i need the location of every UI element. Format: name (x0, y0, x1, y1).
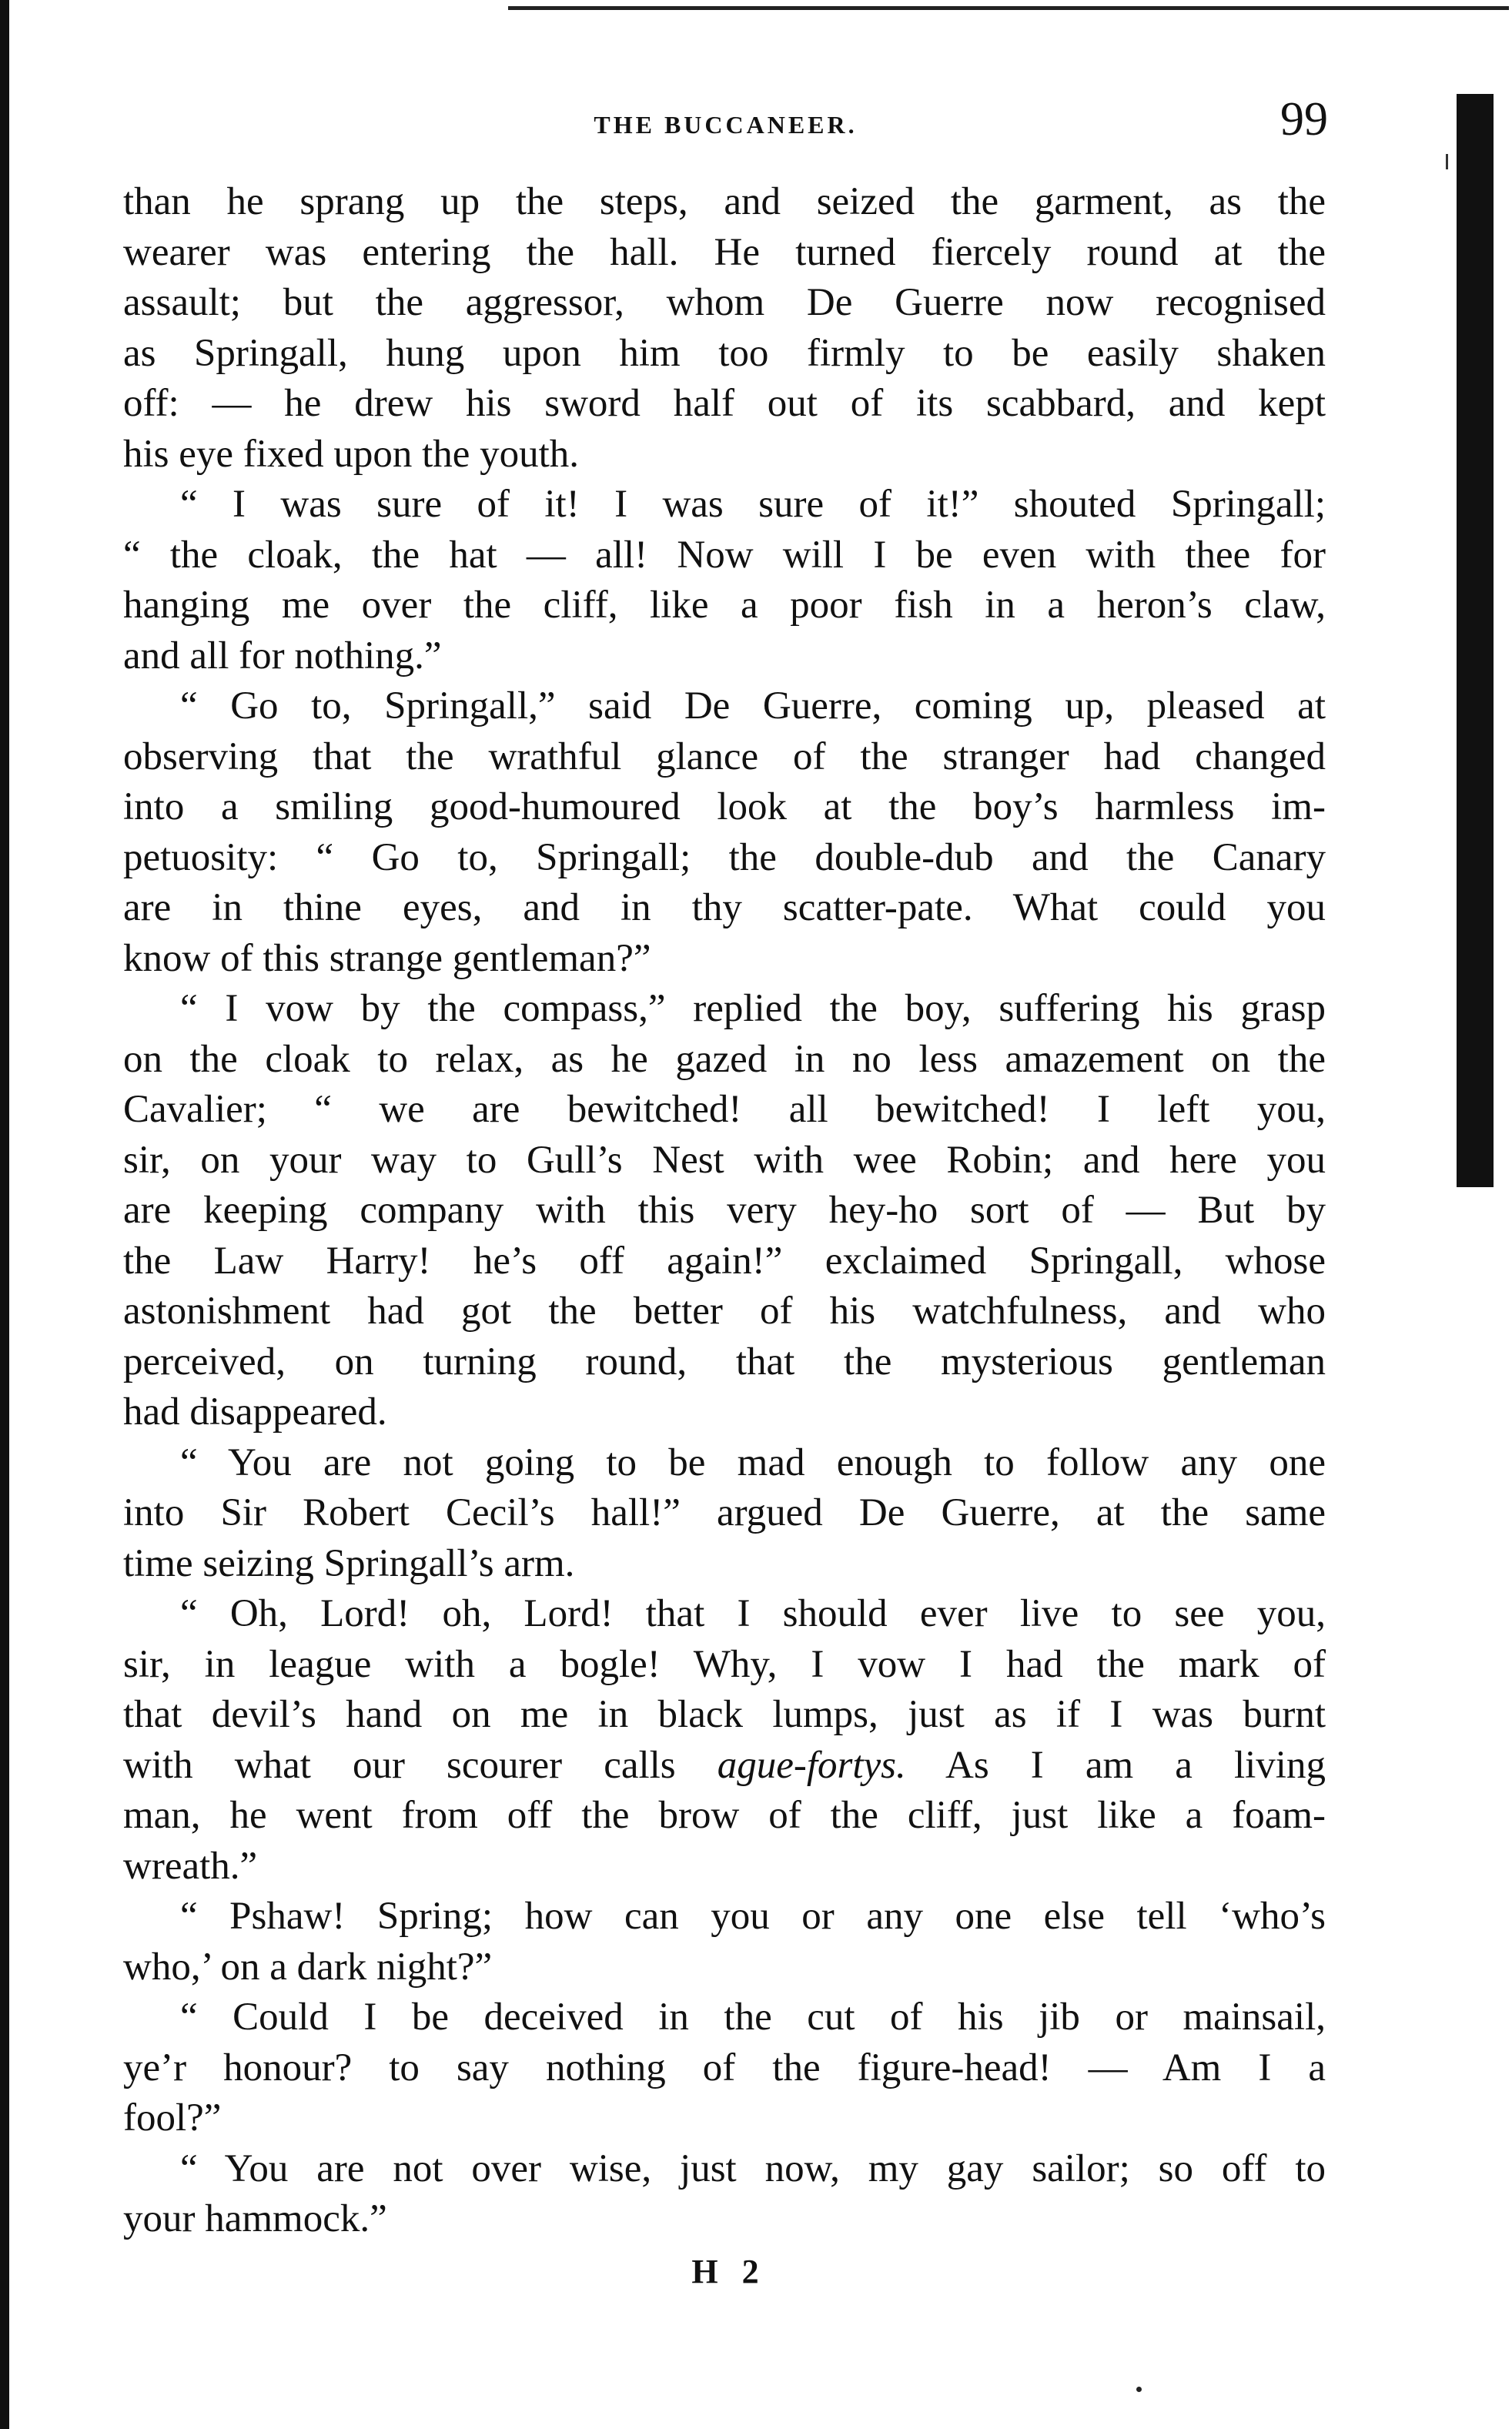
italic-phrase: ague-fortys. (717, 1743, 906, 1787)
text-line (123, 1791, 1326, 1842)
text-line (123, 1942, 1326, 1993)
text-line (123, 2144, 1326, 2195)
text-line (123, 1640, 1326, 1691)
line-text: your hammock.” (123, 2197, 387, 2240)
text-line (123, 1236, 1326, 1287)
line-text: “ You are not over wise, just now, my gay sailor; so off to (180, 2146, 1326, 2190)
text-line (123, 1842, 1326, 1892)
line-text: assault; but the aggressor, whom De Guerre now recognised (123, 281, 1326, 324)
text-line (123, 1539, 1326, 1590)
line-text: are keeping company with this very hey-ho sort of — But by (123, 1189, 1326, 1232)
line-text (123, 1741, 1326, 1792)
line-text: “ I was sure of it! I was sure of it!” shouted Springall; (180, 483, 1326, 526)
text-line (123, 883, 1326, 934)
line-segment: with what our scourer calls (123, 1743, 718, 1787)
text-line (123, 430, 1326, 480)
text-line (123, 177, 1326, 228)
line-text: time seizing Springall’s arm. (123, 1541, 575, 1585)
line-text: the Law Harry! he’s off again!” exclaimed Springall, whose (123, 1239, 1326, 1283)
signature-mark: H 2 (691, 2253, 767, 2290)
page-number: 99 (1280, 93, 1328, 146)
line-text: observing that the wrathful glance of the stranger had changed (123, 734, 1326, 778)
text-line (123, 1438, 1326, 1489)
text-line (123, 1690, 1326, 1741)
line-text: ye’r honour? to say nothing of the figure-head! — Am I a (123, 2046, 1326, 2089)
line-text: “ You are not going to be mad enough to follow any one (180, 1440, 1326, 1484)
text-line (123, 1085, 1326, 1136)
text-line (123, 480, 1326, 530)
page-edge-rule (0, 0, 9, 2429)
line-text: who,’ on a dark night?” (123, 1945, 493, 1989)
line-text: and all for nothing.” (123, 634, 442, 678)
line-text: as Springall, hung upon him too firmly to be easily shaken (123, 331, 1326, 375)
text-line (123, 379, 1326, 430)
line-text: sir, on your way to Gull’s Nest with wee Robin; and here you (123, 1138, 1326, 1182)
text-line (123, 1892, 1326, 1942)
text-line (123, 1589, 1326, 1640)
text-line (123, 1387, 1326, 1438)
line-text: petuosity: “ Go to, Springall; the double-dub and the Canary (123, 835, 1326, 879)
line-text: wreath.” (123, 1844, 258, 1888)
running-title: THE BUCCANEER. (594, 111, 858, 139)
text-line (123, 1337, 1326, 1388)
line-text: “ I vow by the compass,” replied the boy, suffering his grasp (180, 987, 1326, 1030)
text-line (123, 1741, 1326, 1792)
line-text: had disappeared. (123, 1390, 387, 1434)
line-text: man, he went from off the brow of the cliff, just like a foam- (123, 1794, 1326, 1837)
line-text: are in thine eyes, and in thy scatter-pate. What could you (123, 886, 1326, 929)
line-text: that devil’s hand on me in black lumps, just as if I was burnt (123, 1693, 1326, 1736)
text-line (123, 1286, 1326, 1337)
line-text: hanging me over the cliff, like a poor fish in a heron’s claw, (123, 584, 1326, 627)
text-line (123, 782, 1326, 833)
text-line (123, 681, 1326, 732)
line-text: into Sir Robert Cecil’s hall!” argued De Guerre, at the same (123, 1491, 1326, 1534)
line-text: sir, in league with a bogle! Why, I vow I had the mark of (123, 1642, 1326, 1686)
scan-speck (1136, 2387, 1142, 2392)
line-text: perceived, on turning round, that the mysterious gentleman (123, 1340, 1326, 1383)
text-line (123, 2194, 1326, 2245)
text-line (123, 2093, 1326, 2144)
line-text: Cavalier; “ we are bewitched! all bewitched! I left you, (123, 1088, 1326, 1131)
text-line (123, 329, 1326, 380)
text-line (123, 530, 1326, 581)
line-text: “ Oh, Lord! oh, Lord! that I should ever live to see you, (180, 1592, 1326, 1635)
line-text: than he sprang up the steps, and seized the garment, as the (123, 180, 1326, 223)
text-line (123, 1992, 1326, 2043)
line-text: “ Pshaw! Spring; how can you or any one else tell ‘who’s (180, 1895, 1326, 1938)
line-text: his eye fixed upon the youth. (123, 432, 580, 476)
text-line (123, 1488, 1326, 1539)
text-line (123, 984, 1326, 1035)
text-line (123, 934, 1326, 985)
text-line (123, 732, 1326, 783)
line-text: fool?” (123, 2096, 222, 2140)
page-header (123, 92, 1328, 154)
line-text: know of this strange gentleman?” (123, 936, 651, 980)
line-text: “ Go to, Springall,” said De Guerre, coming up, pleased at (180, 684, 1326, 728)
line-segment: As I am a living (905, 1743, 1326, 1787)
line-text: “ the cloak, the hat — all! Now will I be even with thee for (123, 533, 1326, 577)
scan-mark (1446, 154, 1448, 169)
line-text: off: — he drew his sword half out of its scabbard, and kept (123, 382, 1326, 425)
text-line (123, 2043, 1326, 2094)
text-line (123, 278, 1326, 329)
line-text: on the cloak to relax, as he gazed in no less amazement on the (123, 1037, 1326, 1081)
text-line (123, 631, 1326, 682)
line-text: wearer was entering the hall. He turned fiercely round at the (123, 230, 1326, 274)
line-text: into a smiling good-humoured look at the boy’s harmless im- (123, 785, 1326, 828)
line-text: astonishment had got the better of his watchfulness, and who (123, 1290, 1326, 1333)
top-rule (508, 6, 1509, 10)
text-line (123, 228, 1326, 279)
scan-edge-bar (1457, 94, 1494, 1187)
body-text (123, 177, 1326, 2245)
text-line (123, 1035, 1326, 1086)
text-line (123, 1136, 1326, 1186)
text-line (123, 1186, 1326, 1236)
text-line (123, 580, 1326, 631)
line-text: “ Could I be deceived in the cut of his jib or mainsail, (180, 1996, 1326, 2039)
text-line (123, 833, 1326, 884)
footer (0, 2252, 1512, 2291)
